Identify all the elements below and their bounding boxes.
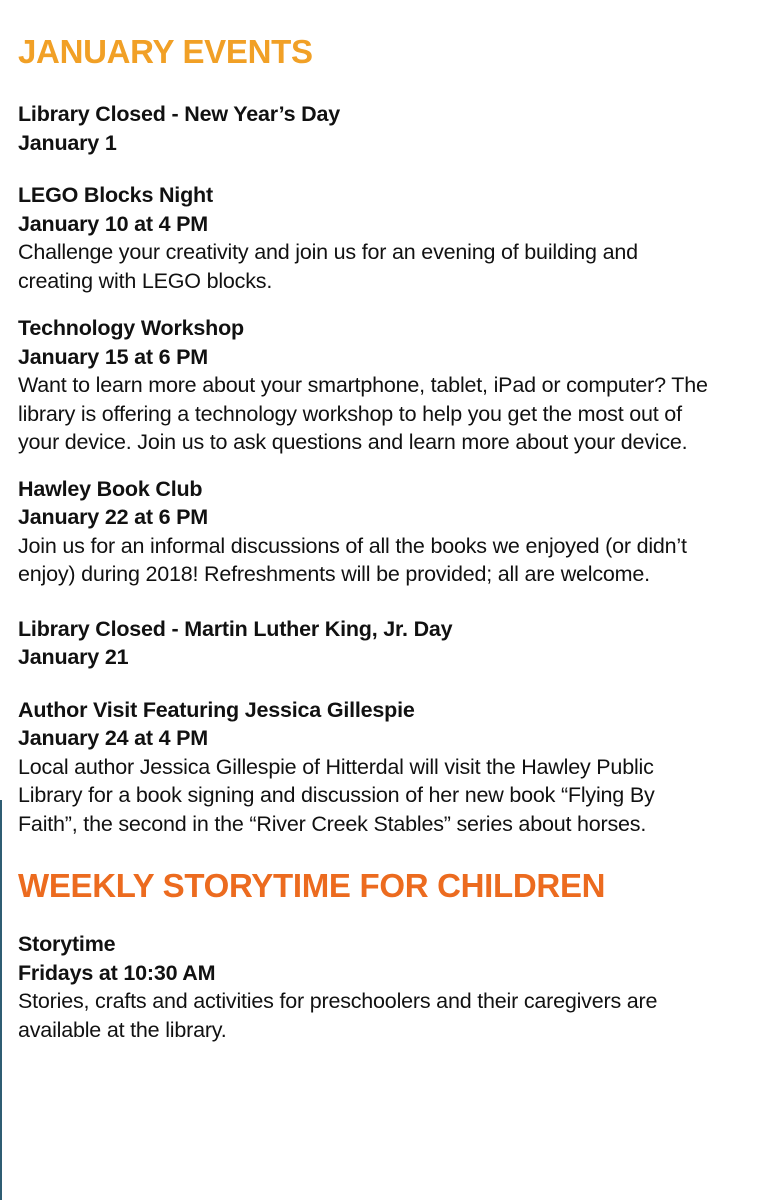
event-date: January 21 bbox=[18, 645, 129, 669]
event-description: Challenge your creativity and join us for an evening of building and creating with LEGO blocks. bbox=[18, 240, 638, 293]
event-name: Author Visit Featuring Jessica Gillespie bbox=[18, 697, 415, 722]
section-title-weekly-storytime: WEEKLY STORYTIME FOR CHILDREN bbox=[18, 867, 606, 904]
event-name: Hawley Book Club bbox=[18, 476, 203, 501]
event-name: Technology Workshop bbox=[18, 316, 244, 340]
event-date: January 15 at 6 PM bbox=[18, 344, 208, 369]
event-technology-workshop bbox=[18, 314, 718, 457]
event-date: January 22 at 6 PM bbox=[18, 505, 208, 529]
event-name: LEGO Blocks Night bbox=[18, 183, 213, 207]
event-description: Want to learn more about your smartphone, tablet, iPad or computer? The library is offering a technology workshop to help you get the most out of your device. Join us to ask questions and learn more about your device. bbox=[18, 373, 708, 454]
event-description: Stories, crafts and activities for preschoolers and their caregivers are available at the library. bbox=[18, 989, 658, 1042]
event-name: Library Closed - New Year’s Day bbox=[18, 102, 341, 126]
section-title-january-events: JANUARY EVENTS bbox=[18, 33, 313, 70]
left-border-line bbox=[0, 800, 2, 1200]
event-name: Storytime bbox=[18, 932, 116, 956]
event-author-visit bbox=[18, 696, 718, 839]
event-date: January 1 bbox=[18, 130, 117, 155]
event-date: January 10 at 4 PM bbox=[18, 211, 208, 236]
event-storytime bbox=[18, 930, 718, 1044]
events-content bbox=[18, 30, 718, 1044]
event-name: Library Closed - Martin Luther King, Jr. Day bbox=[18, 616, 453, 641]
event-description: Join us for an informal discussions of all the books we enjoyed (or didn’t enjoy) during 2018! Refreshments will be provided; all are welcome. bbox=[18, 533, 687, 586]
event-mlk-day-closure bbox=[18, 615, 718, 672]
event-hawley-book-club bbox=[18, 475, 718, 589]
event-lego-blocks-night bbox=[18, 181, 718, 295]
event-new-years-closure bbox=[18, 100, 718, 157]
event-date: Fridays at 10:30 AM bbox=[18, 960, 216, 985]
event-date: January 24 at 4 PM bbox=[18, 726, 208, 750]
event-description: Local author Jessica Gillespie of Hitterdal will visit the Hawley Public Library for a book signing and discussion of her new book “Flying By Faith”, the second in the “River Creek Stables” series about horses. bbox=[18, 754, 655, 836]
